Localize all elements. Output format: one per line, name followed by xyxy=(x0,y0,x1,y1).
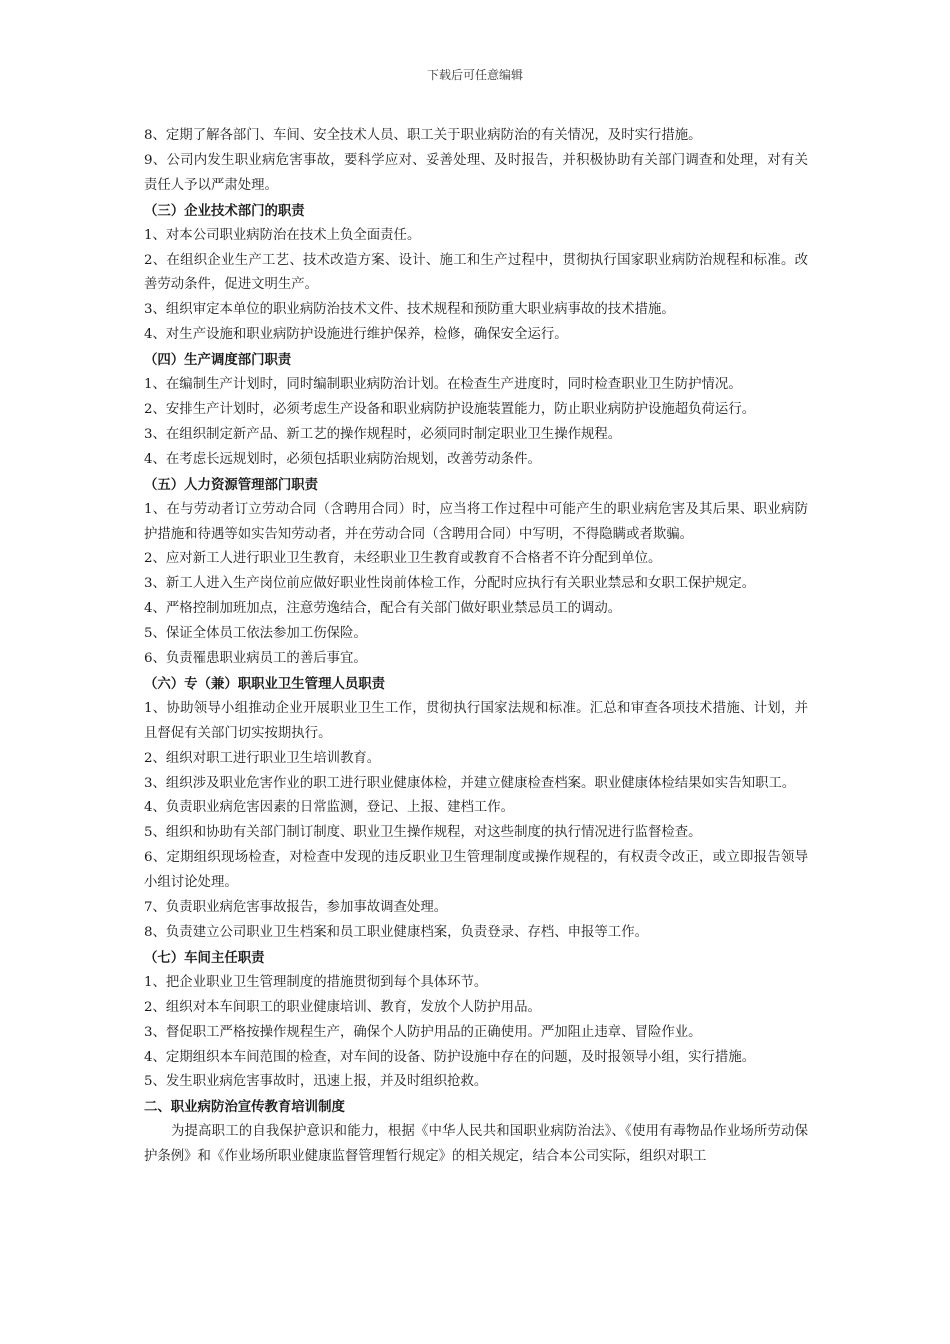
chapter-heading: 二、职业病防治宣传教育培训制度 xyxy=(144,1099,345,1116)
section-heading: （三）企业技术部门的职责 xyxy=(144,202,305,219)
paragraph: 5、保证全体员工依法参加工伤保险。 xyxy=(144,626,367,642)
section-heading: （六）专（兼）职职业卫生管理人员职责 xyxy=(144,675,386,692)
paragraph: 5、发生职业病危害事故时，迅速上报，并及时组织抢救。 xyxy=(144,1074,488,1090)
paragraph: 2、组织对职工进行职业卫生培训教育。 xyxy=(144,750,381,766)
paragraph: 1、对本公司职业病防治在技术上负全面责任。 xyxy=(144,227,421,243)
paragraph: 6、负责罹患职业病员工的善后事宜。 xyxy=(144,651,367,667)
paragraph: 4、严格控制加班加点，注意劳逸结合，配合有关部门做好职业禁忌员工的调动。 xyxy=(144,601,622,617)
paragraph: 1、把企业职业卫生管理制度的措施贯彻到每个具体环节。 xyxy=(144,974,488,990)
paragraph: 7、负责职业病危害事故报告，参加事故调查处理。 xyxy=(144,900,448,916)
paragraph: 2、在组织企业生产工艺、技术改造方案、设计、施工和生产过程中，贯彻执行国家职业病防治规程和标准。改善劳动条件，促进文明生产。 xyxy=(144,252,808,293)
paragraph: 2、应对新工人进行职业卫生教育，未经职业卫生教育或教育不合格者不许分配到单位。 xyxy=(144,551,662,567)
section-heading: （四）生产调度部门职责 xyxy=(144,352,292,369)
paragraph: 3、组织涉及职业危害作业的职工进行职业健康体检，并建立健康检查档案。职业健康体检结果如实告知职工。 xyxy=(144,775,796,791)
paragraph: 5、组织和协助有关部门制订制度、职业卫生操作规程，对这些制度的执行情况进行监督检查。 xyxy=(144,825,702,841)
paragraph: 3、新工人进入生产岗位前应做好职业性岗前体检工作，分配时应执行有关职业禁忌和女职工保护规定。 xyxy=(144,576,756,592)
section-heading: （七）车间主任职责 xyxy=(144,949,265,966)
paragraph: 1、在与劳动者订立劳动合同（含聘用合同）时，应当将工作过程中可能产生的职业病危害及其后果、职业病防护措施和待遇等如实告知劳动者，并在劳动合同（含聘用合同）中写明，不得隐瞒或者欺骗。 xyxy=(144,501,808,542)
paragraph: 4、负责职业病危害因素的日常监测，登记、上报、建档工作。 xyxy=(144,800,515,816)
paragraph: 4、对生产设施和职业病防护设施进行维护保养，检修，确保安全运行。 xyxy=(144,327,568,343)
document-body xyxy=(144,124,808,1170)
paragraph: 为提高职工的自我保护意识和能力，根据《中华人民共和国职业病防治法》、《使用有毒物品作业场所劳动保护条例》和《作业场所职业健康监督管理暂行规定》的相关规定，结合本公司实际，组织对职工 xyxy=(144,1124,808,1165)
paragraph: 1、协助领导小组推动企业开展职业卫生工作，贯彻执行国家法规和标准。汇总和审查各项技术措施、计划，并且督促有关部门切实按期执行。 xyxy=(144,700,808,741)
paragraph: 8、定期了解各部门、车间、安全技术人员、职工关于职业病防治的有关情况，及时实行措施。 xyxy=(144,128,702,143)
paragraph: 2、安排生产计划时，必须考虑生产设备和职业病防护设施装置能力，防止职业病防护设施超负荷运行。 xyxy=(144,401,756,417)
paragraph: 3、在组织制定新产品、新工艺的操作规程时，必须同时制定职业卫生操作规程。 xyxy=(144,426,622,442)
paragraph: 6、定期组织现场检查，对检查中发现的违反职业卫生管理制度或操作规程的，有权责令改正，或立即报告领导小组讨论处理。 xyxy=(144,850,808,891)
paragraph: 2、组织对本车间职工的职业健康培训、教育，发放个人防护用品。 xyxy=(144,999,541,1015)
paragraph: 4、定期组织本车间范围的检查，对车间的设备、防护设施中存在的问题，及时报领导小组，实行措施。 xyxy=(144,1049,756,1065)
section-heading: （五）人力资源管理部门职责 xyxy=(144,476,319,493)
paragraph: 8、负责建立公司职业卫生档案和员工职业健康档案，负责登录、存档、申报等工作。 xyxy=(144,925,648,940)
paragraph: 3、督促职工严格按操作规程生产，确保个人防护用品的正确使用。严加阻止违章、冒险作业。 xyxy=(144,1024,702,1040)
paragraph: 1、在编制生产计划时，同时编制职业病防治计划。在检查生产进度时，同时检查职业卫生防护情况。 xyxy=(144,377,742,393)
paragraph: 4、在考虑长远规划时，必须包括职业病防治规划，改善劳动条件。 xyxy=(144,451,541,467)
paragraph: 9、公司内发生职业病危害事故，要科学应对、妥善处理、及时报告，并积极协助有关部门调查和处理，对有关责任人予以严肃处理。 xyxy=(144,152,808,193)
paragraph: 3、组织审定本单位的职业病防治技术文件、技术规程和预防重大职业病事故的技术措施。 xyxy=(144,302,675,318)
page-header: 下载后可任意编辑 xyxy=(426,68,523,82)
